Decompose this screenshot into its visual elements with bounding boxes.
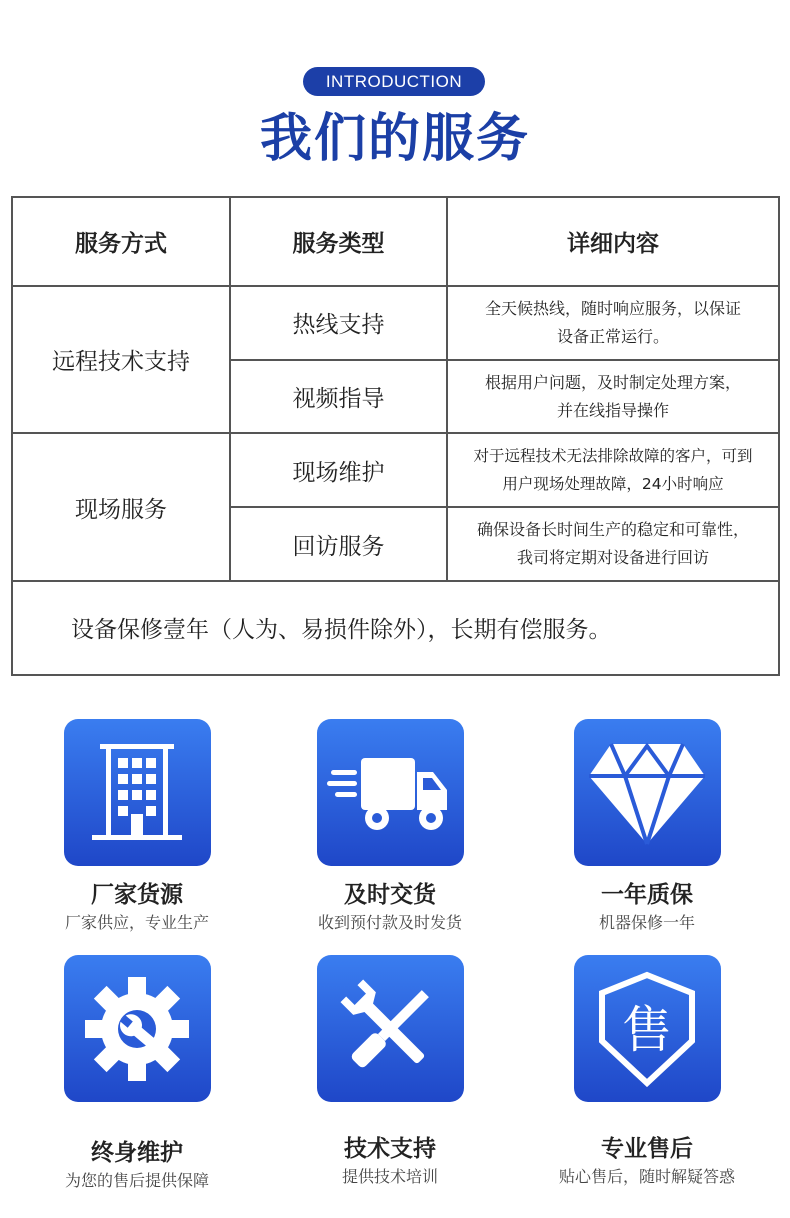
table-row: [12, 433, 779, 507]
feature-title: 终身维护: [91, 1140, 183, 1166]
type-onsite-maintenance: 现场维护: [230, 433, 447, 507]
feature-icon-tile: [317, 955, 464, 1102]
feature-subtitle: 提供技术培训: [341, 1167, 438, 1186]
feature-title: 技术支持: [344, 1136, 436, 1162]
type-return-visit: 回访服务: [230, 507, 447, 581]
group-onsite-service: 现场服务: [12, 433, 230, 581]
feature-title: 及时交货: [344, 882, 436, 908]
page-title: 我们的服务: [259, 109, 530, 169]
feature-timely-delivery: [265, 719, 515, 934]
detail-hotline: 全天候热线，随时响应服务，以保证 设备正常运行。: [447, 286, 779, 360]
feature-subtitle: 厂家供应，专业生产: [64, 913, 209, 932]
feature-title: 专业售后: [601, 1136, 693, 1162]
feature-subtitle: 机器保修一年: [598, 913, 695, 932]
service-table: [11, 196, 780, 676]
feature-title: 厂家货源: [91, 882, 183, 908]
feature-subtitle: 贴心售后，随时解疑答惑: [558, 1167, 735, 1186]
gear-wrench-icon: [79, 971, 195, 1087]
feature-icon-tile: [574, 719, 721, 866]
type-video-guide: 视频指导: [230, 360, 447, 434]
svg-text:售: 售: [622, 1000, 672, 1059]
feature-icon-tile: [317, 719, 464, 866]
table-header-row: [12, 197, 779, 286]
feature-icon-tile: [574, 955, 721, 1102]
header-detail: 详细内容: [447, 197, 779, 286]
feature-title: 一年质保: [601, 882, 693, 908]
feature-one-year-warranty: [522, 719, 772, 934]
feature-lifetime-maintenance: [12, 955, 262, 1192]
feature-factory-source: [12, 719, 262, 934]
type-hotline: 热线支持: [230, 286, 447, 360]
delivery-truck-icon: [327, 748, 453, 838]
warranty-note: 设备保修壹年（人为、易损件除外），长期有偿服务。: [12, 581, 779, 675]
feature-technical-support: [265, 955, 515, 1188]
feature-icon-tile: [64, 955, 211, 1102]
building-icon: [82, 738, 192, 848]
diamond-icon: [585, 740, 709, 846]
feature-subtitle: 为您的售后提供保障: [64, 1171, 209, 1190]
header-service-type: 服务类型: [230, 197, 447, 286]
detail-onsite-maintenance: 对于远程技术无法排除故障的客户，可到 用户现场处理故障，24小时响应: [447, 433, 779, 507]
feature-icon-tile: [64, 719, 211, 866]
shield-sale-icon: [592, 971, 702, 1087]
tools-icon: [335, 974, 445, 1084]
detail-video-guide: 根据用户问题，及时制定处理方案， 并在线指导操作: [447, 360, 779, 434]
table-row: [12, 286, 779, 360]
group-remote-support: 远程技术支持: [12, 286, 230, 434]
introduction-badge: INTRODUCTION: [303, 67, 485, 96]
header-service-mode: 服务方式: [12, 197, 230, 286]
feature-professional-aftersales: [522, 955, 772, 1188]
detail-return-visit: 确保设备长时间生产的稳定和可靠性， 我司将定期对设备进行回访: [447, 507, 779, 581]
feature-subtitle: 收到预付款及时发货: [317, 913, 462, 932]
